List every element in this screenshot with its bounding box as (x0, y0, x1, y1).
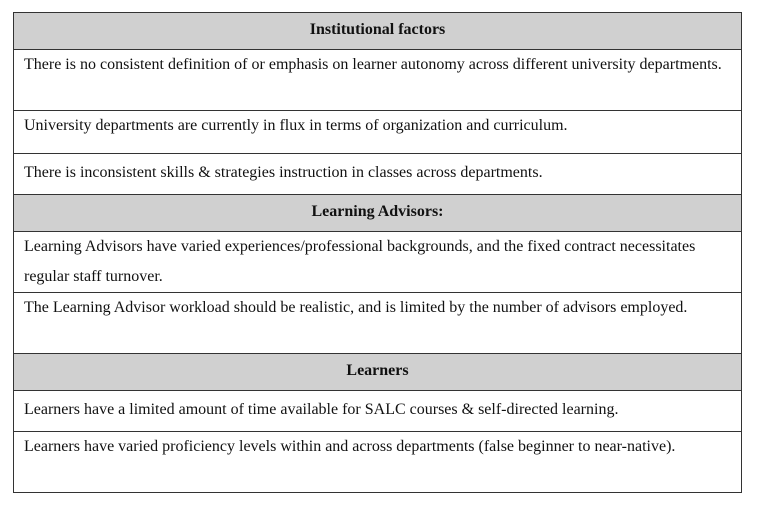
section-header-learners: Learners (14, 354, 742, 391)
table-row (14, 293, 742, 354)
table-row (14, 50, 742, 111)
table-cell: There is inconsistent skills & strategies instruction in classes across departments. (14, 154, 742, 195)
section-header-row (14, 354, 742, 391)
table-cell: The Learning Advisor workload should be realistic, and is limited by the number of advisors employed. (14, 293, 742, 354)
table-cell: Learning Advisors have varied experiences/professional backgrounds, and the fixed contract necessitates regular staff turnover. (14, 232, 742, 293)
table-row (14, 111, 742, 154)
table-row (14, 391, 742, 432)
table-row (14, 154, 742, 195)
section-header-institutional-factors: Institutional factors (14, 13, 742, 50)
section-header-learning-advisors: Learning Advisors: (14, 195, 742, 232)
table-row (14, 232, 742, 293)
section-header-row (14, 195, 742, 232)
table-cell: Learners have varied proficiency levels within and across departments (false beginner to near-native). (14, 432, 742, 493)
table-cell: There is no consistent definition of or emphasis on learner autonomy across different university departments. (14, 50, 742, 111)
factors-table (13, 12, 742, 493)
table-row (14, 432, 742, 493)
table-cell: Learners have a limited amount of time available for SALC courses & self-directed learning. (14, 391, 742, 432)
table-cell: University departments are currently in flux in terms of organization and curriculum. (14, 111, 742, 154)
section-header-row (14, 13, 742, 50)
